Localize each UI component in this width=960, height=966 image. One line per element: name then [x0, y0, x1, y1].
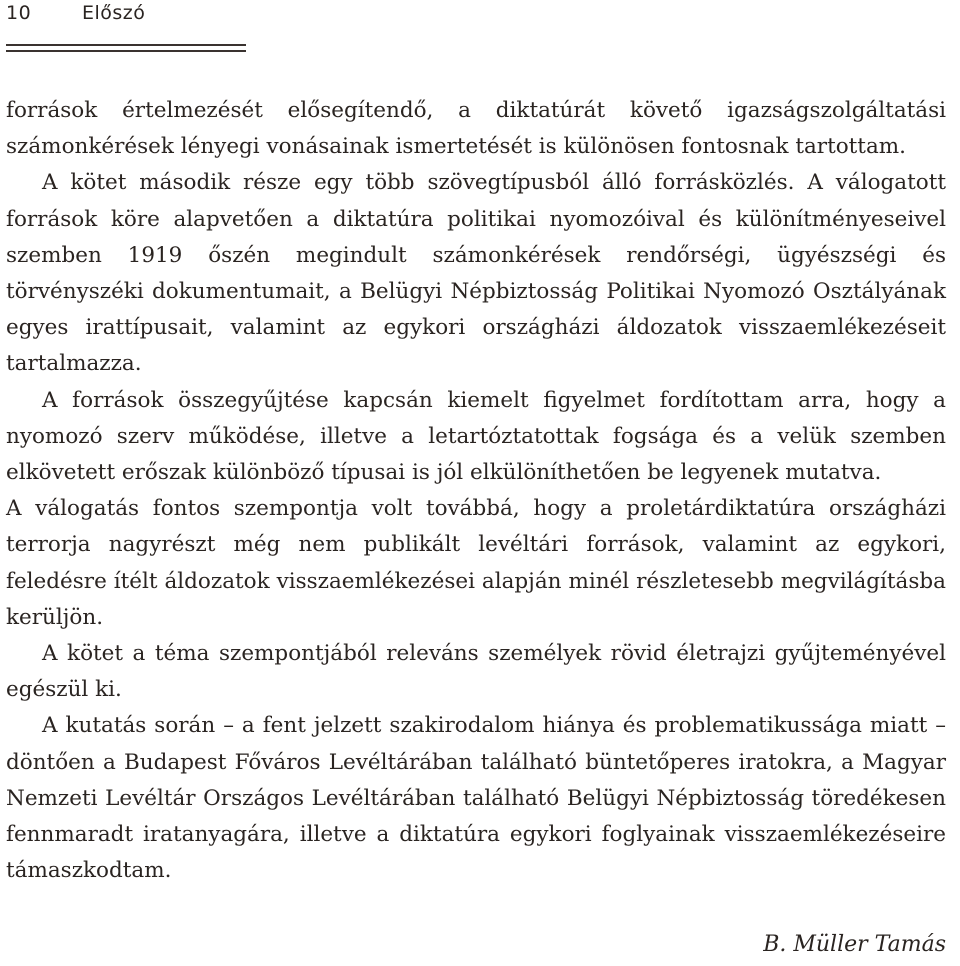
paragraph: A források összegyűjtése kapcsán kiemelt figyelmet fordítottam arra, hogy a nyomozó szerv működése, illetve a letartóztatottak fogsága és a velük szemben elkövetett erőszak különböző típusai is jól elkülöníthetően be legyenek mutatva. — [6, 387, 946, 486]
body-text — [6, 93, 946, 889]
paragraph: A kötet a téma szempontjából releváns személyek rövid életrajzi gyűjteményével egészül ki. — [6, 641, 946, 703]
paragraph: források értelmezését elősegítendő, a diktatúrát követő igazságszolgáltatási számonkérések lényegi vonásainak ismertetését is különösen fontosnak tartottam. — [6, 98, 946, 160]
running-header — [6, 2, 145, 24]
paragraph: A válogatás fontos szempontja volt továbbá, hogy a proletárdiktatúra országházi terrorja nagyrészt még nem publikált levéltári források, valamint az egykori, feledésre ítélt áldozatok visszaemlékezései alapján minél részletesebb megvilágításba kerüljön. — [6, 496, 946, 630]
section-title: Előszó — [82, 2, 146, 24]
paragraph: A kutatás során – a fent jelzett szakirodalom hiánya és problematikussága miatt – döntően a Budapest Főváros Levéltárában található büntetőperes iratokra, a Magyar Nemzeti Levéltár Országos Levéltárában található Belügyi Népbiztosság töredékesen fennmaradt iratanyagára, illetve a diktatúra egykori foglyainak visszaemlékezéseire támaszkodtam. — [6, 713, 946, 884]
header-rule-top — [6, 44, 246, 46]
header-rule-bottom — [6, 50, 246, 52]
paragraph: A kötet második része egy több szövegtípusból álló forrásközlés. A válogatott források köre alapvetően a diktatúra politikai nyomozóival és különítményeseivel szemben 1919 őszén megindult számonkérések rendőrségi, ügyészségi és törvényszéki dokumentumait, a Belügyi Népbiztosság Politikai Nyomozó Osztályának egyes irattípusait, valamint az egykori országházi áldozatok visszaemlékezéseit tartalmazza. — [6, 170, 946, 377]
author-signature: B. Müller Tamás — [763, 932, 946, 957]
page-number: 10 — [6, 2, 32, 24]
